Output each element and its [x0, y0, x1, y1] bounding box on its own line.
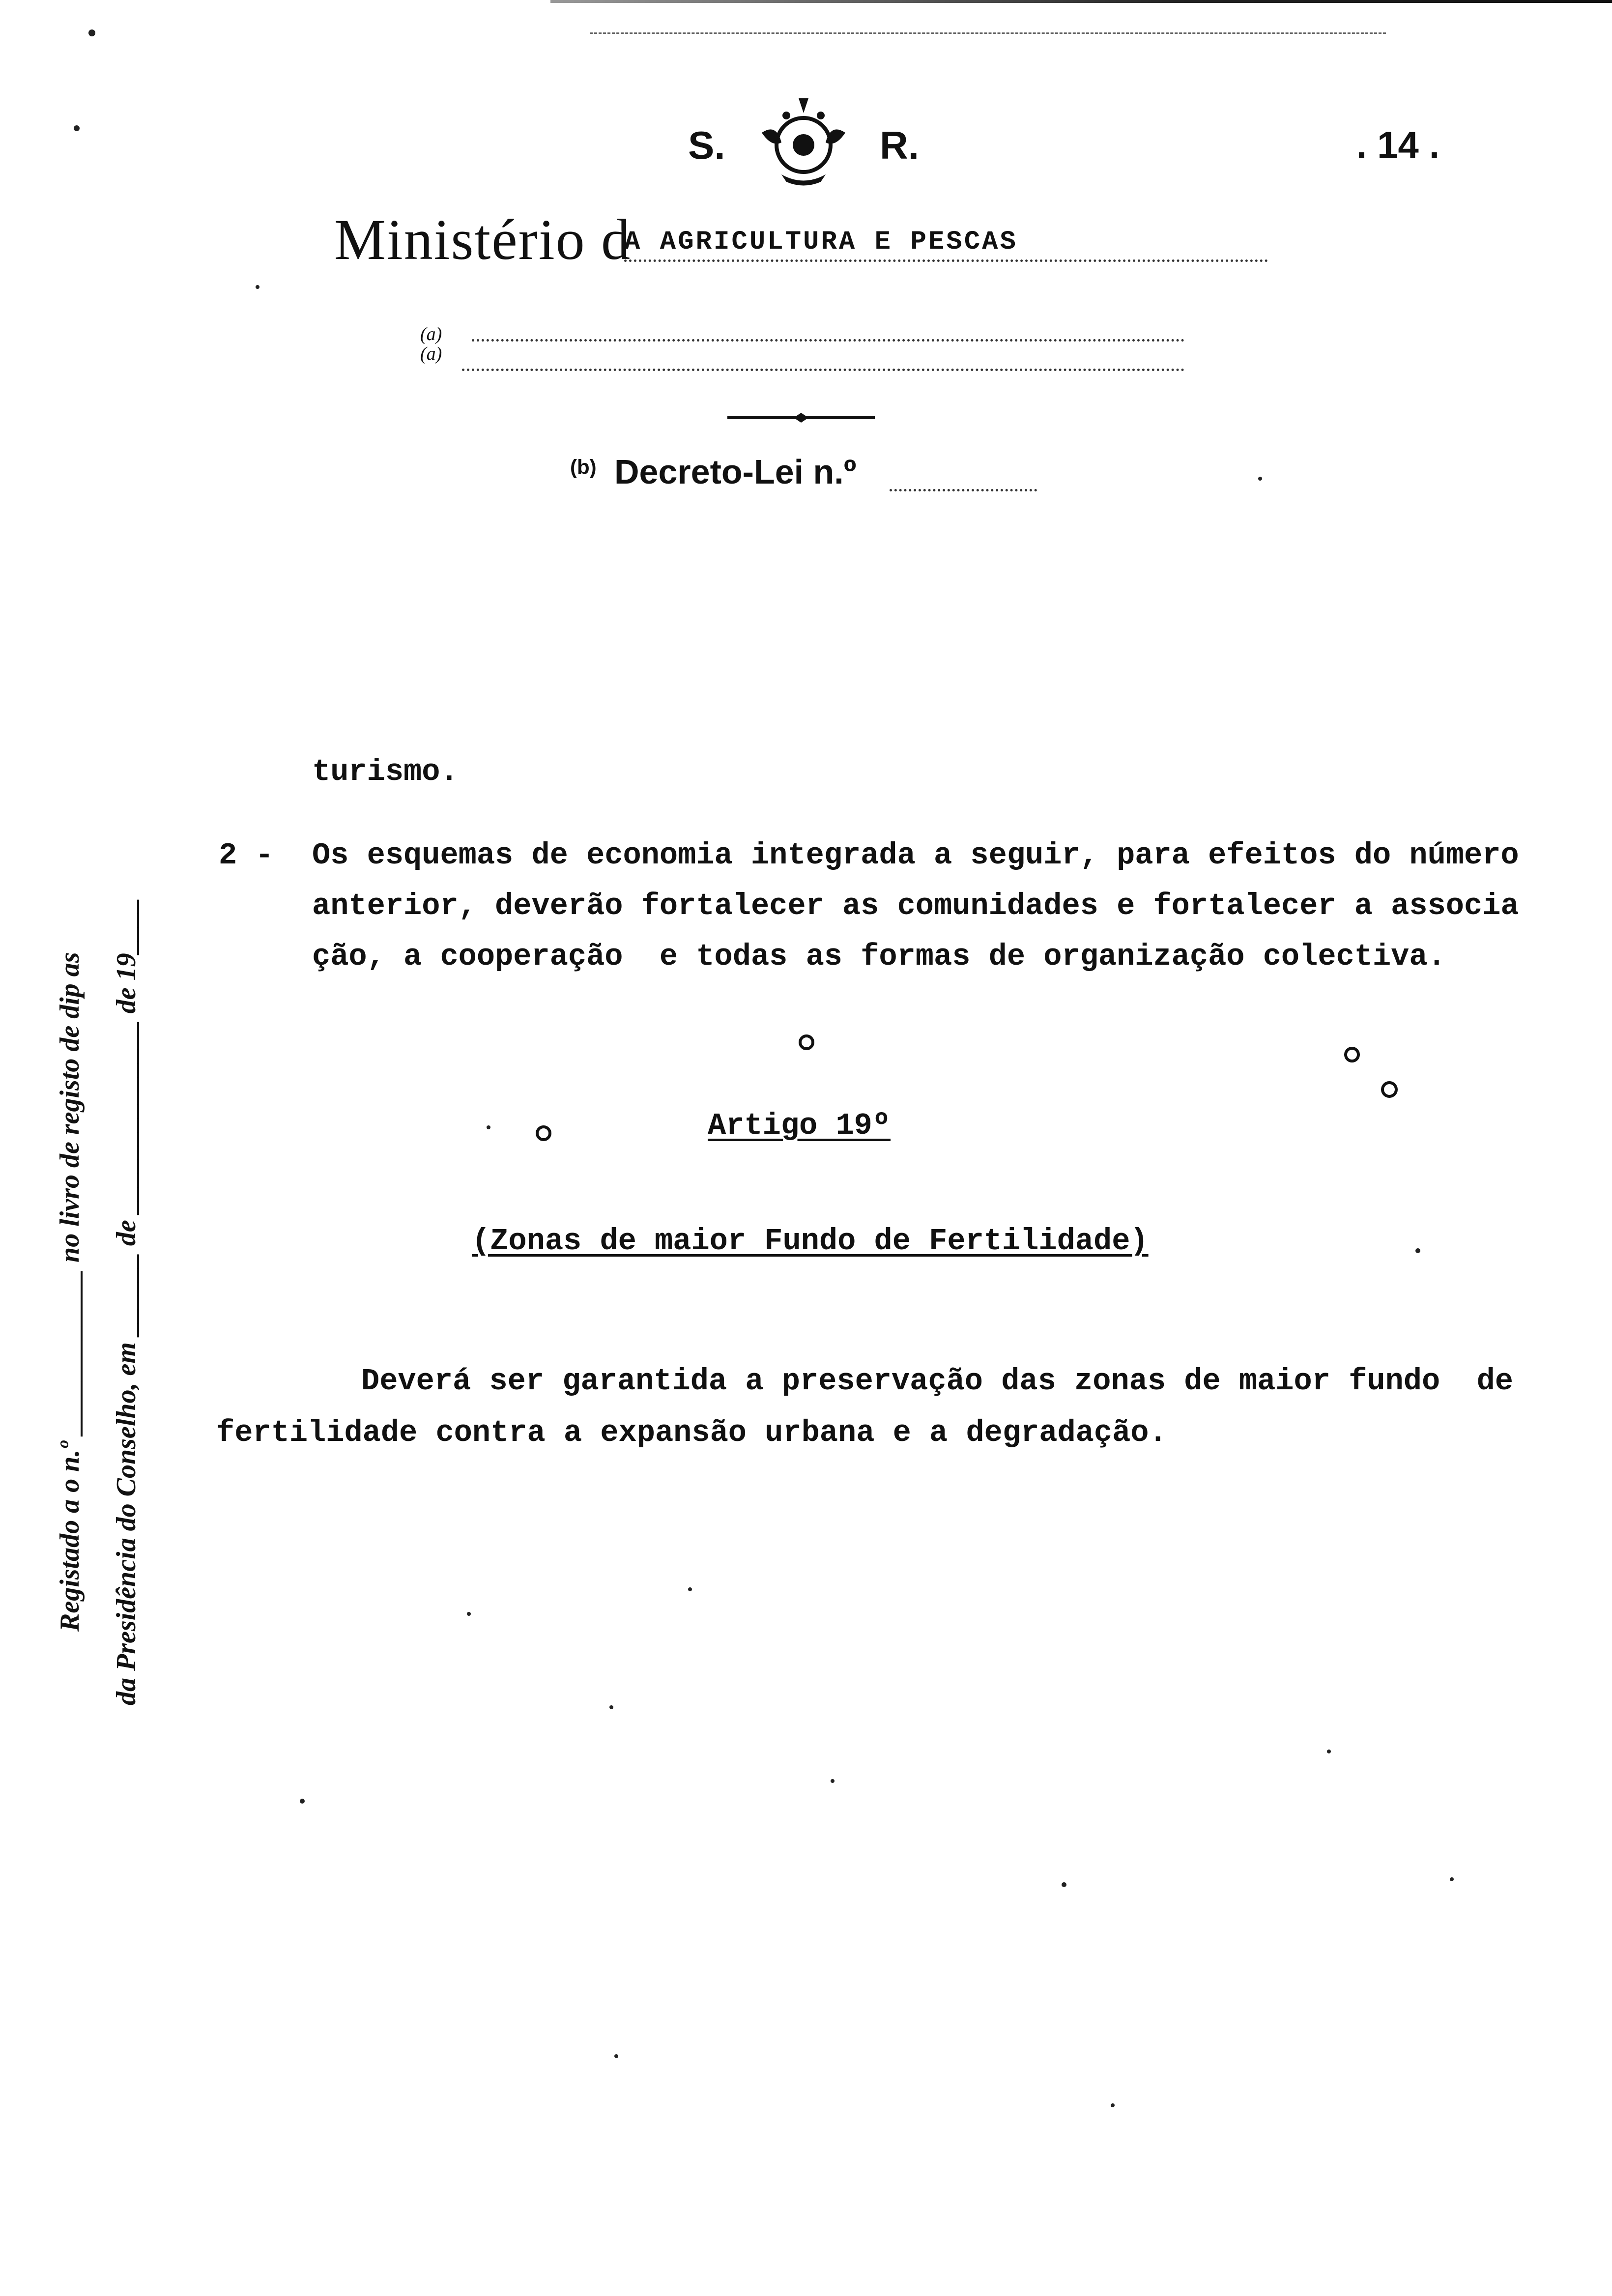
header-right-letter: R.: [880, 123, 919, 167]
top-border-line: [550, 0, 1612, 3]
scan-speck: [300, 1799, 305, 1804]
scan-ring: [536, 1125, 551, 1141]
decree-number-field: [890, 479, 1037, 491]
header-left-letter: S.: [688, 123, 725, 167]
scan-speck: [1062, 1882, 1066, 1887]
paragraph-line-1: Deverá ser garantida a preservação das zonas de maior fundo de: [361, 1364, 1513, 1399]
coat-of-arms-icon: [752, 93, 855, 187]
scan-speck: [88, 29, 95, 36]
scan-speck: [614, 2054, 618, 2058]
subfield-line-2: [462, 359, 1184, 371]
scan-speck: [1415, 1248, 1420, 1253]
scan-ring: [799, 1034, 814, 1050]
item-number: 2 -: [219, 838, 274, 873]
scan-speck: [688, 1587, 692, 1591]
item-line-1: Os esquemas de economia integrada a seguir, para efeitos do número: [312, 838, 1519, 873]
decree-marker-text: (b): [570, 455, 597, 479]
article-subtitle: (Zonas de maior Fundo de Fertilidade): [472, 1224, 1149, 1259]
margin-registration-line-2: da Presidência do Conselho, em ______ de ______________ de 19____: [111, 898, 142, 1705]
subfield-marker-2: (a): [420, 344, 442, 364]
scan-speck: [1258, 477, 1262, 481]
scan-speck: [609, 1705, 613, 1709]
continuation-text: turismo.: [312, 754, 459, 789]
decree-marker: [570, 455, 597, 494]
item-line-3: ção, a cooperação e todas as formas de organização colectiva.: [312, 939, 1446, 974]
margin-registration-line-1: Registado a o n.º ____________ no livro de registo de dip as: [55, 952, 85, 1632]
scan-speck: [831, 1779, 835, 1783]
scan-speck: [487, 1125, 490, 1129]
scan-ring: [1344, 1047, 1360, 1062]
paragraph-line-2: fertilidade contra a expansão urbana e a degradação.: [216, 1415, 1167, 1450]
top-dashed-line: [590, 32, 1386, 35]
scan-speck: [1327, 1750, 1331, 1753]
scan-speck: [256, 285, 259, 289]
subfield-line-1: [472, 329, 1184, 342]
scan-ring: [1381, 1081, 1398, 1098]
item-line-2: anterior, deverão fortalecer as comunidades e fortalecer a associa: [312, 889, 1519, 923]
scan-speck: [74, 125, 80, 131]
scan-speck: [1111, 2103, 1115, 2107]
scan-speck: [1450, 1877, 1454, 1881]
decree-label: Decreto-Lei n.º: [614, 453, 857, 491]
scan-speck: [467, 1612, 471, 1616]
separator-ornament: [727, 413, 875, 423]
page-number: . 14 .: [1356, 124, 1439, 166]
subfield-marker-1: (a): [420, 324, 442, 344]
ministry-value-text: A AGRICULTURA E PESCAS: [624, 227, 1018, 257]
ministry-label: Ministério d: [334, 207, 632, 272]
ministry-value: [624, 227, 1268, 262]
article-title: Artigo 19º: [708, 1108, 891, 1143]
